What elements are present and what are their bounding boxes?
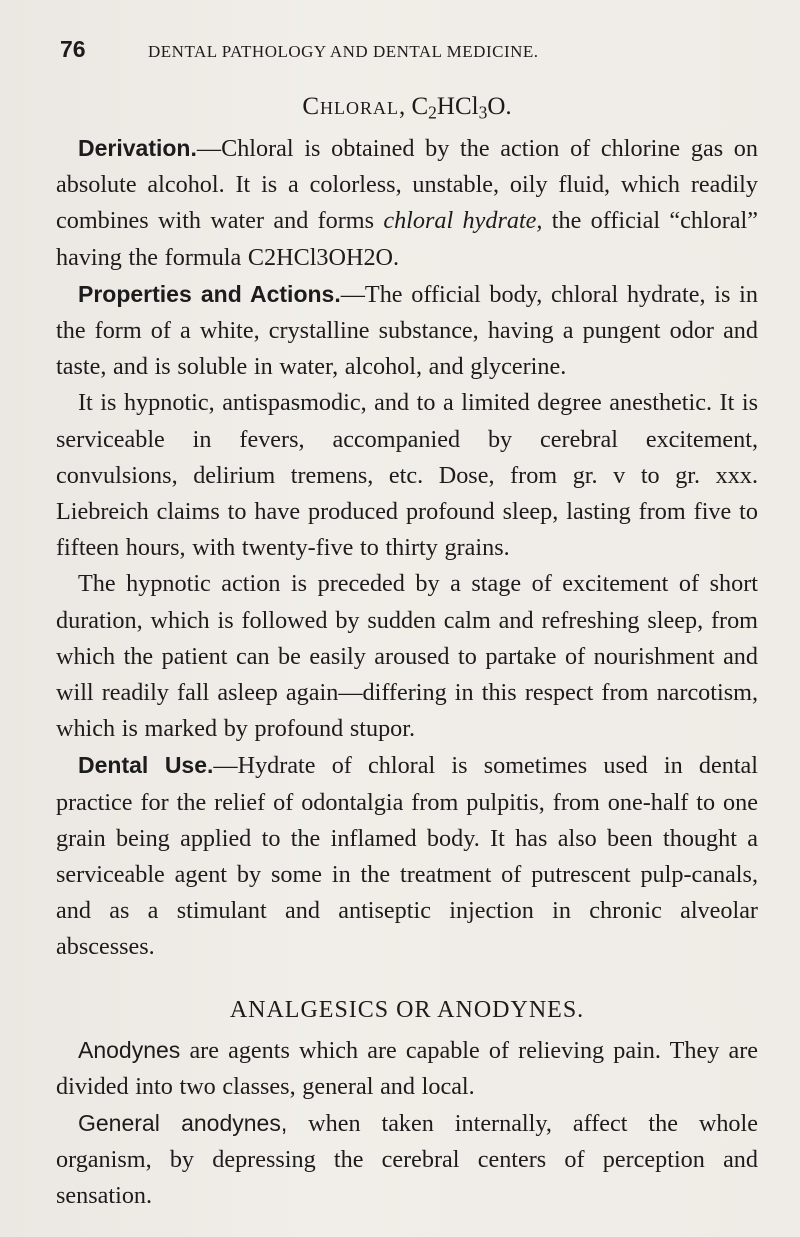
derivation-text-2: the official “chloral” having the formula C2HCl3OH2O.: [56, 207, 758, 271]
derivation-paragraph: [56, 130, 758, 276]
running-title: DENTAL PATHOLOGY AND DENTAL MEDICINE.: [148, 42, 539, 61]
chloral-hydrate-italic: chloral hydrate,: [383, 207, 543, 235]
dental-use-lead: Dental Use.: [78, 752, 214, 779]
properties-lead: Properties and Actions.: [78, 280, 341, 307]
anodynes-paragraph: [56, 1032, 758, 1105]
anodynes-text: are agents which are capable of relieving pain. They are divided into two classes, general and local.: [56, 1036, 758, 1100]
page-number: 76: [60, 36, 86, 62]
running-header: [56, 36, 758, 74]
general-anodynes-text: when taken internally, affect the whole organism, by depressing the cerebral centers of perception and sensation.: [56, 1110, 758, 1210]
anodynes-lead: Anodynes: [78, 1036, 181, 1063]
properties-text: —The official body, chloral hydrate, is in the form of a white, crystalline substance, having a pungent odor and taste, and is soluble in water, alcohol, and glycerine.: [56, 280, 758, 381]
action-paragraph: The hypnotic action is preceded by a stage of excitement of short duration, which is followed by sudden calm and refreshing sleep, from which the patient can be easily aroused to partake of nourishment and will readily fall asleep again—differing in this respect from narcotism, which is marked by profound stupor.: [56, 570, 758, 743]
properties-paragraph: [56, 276, 758, 386]
chloral-heading: Chloral, $C_2HCl_3O$.: [302, 93, 512, 123]
hypnotic-paragraph: It is hypnotic, antispasmodic, and to a limited degree anesthetic. It is serviceable in fevers, accompanied by cerebral excitement, convulsions, delirium tremens, etc. Dose, from gr. v to gr. xxx. Liebreich claims to have produced profound sleep, lasting from five to fifteen hours, with twenty-five to thirty grains.: [56, 389, 758, 562]
dental-use-text: —Hydrate of chloral is sometimes used in dental practice for the relief of odontalgia from pulpitis, from one-half to one grain being applied to the inflamed body. It has also been thought a serviceable agent by some in the treatment of putrescent pulp-canals, and as a stimulant and antiseptic injection in chronic alveolar abscesses.: [56, 752, 758, 961]
general-anodynes-lead: General anodynes,: [78, 1110, 288, 1137]
general-anodynes-paragraph: [56, 1105, 758, 1215]
derivation-lead: Derivation.: [78, 135, 197, 161]
chloral-heading-name: Chloral: [302, 93, 399, 120]
analgesics-heading: ANALGESICS OR ANODYNES.: [229, 996, 585, 1023]
derivation-text-1: —Chloral is obtained by the action of chlorine gas on absolute alcohol. It is a colorless, unstable, oily fluid, which readily combines with water and forms: [56, 135, 758, 235]
dental-use-paragraph: [56, 747, 758, 965]
